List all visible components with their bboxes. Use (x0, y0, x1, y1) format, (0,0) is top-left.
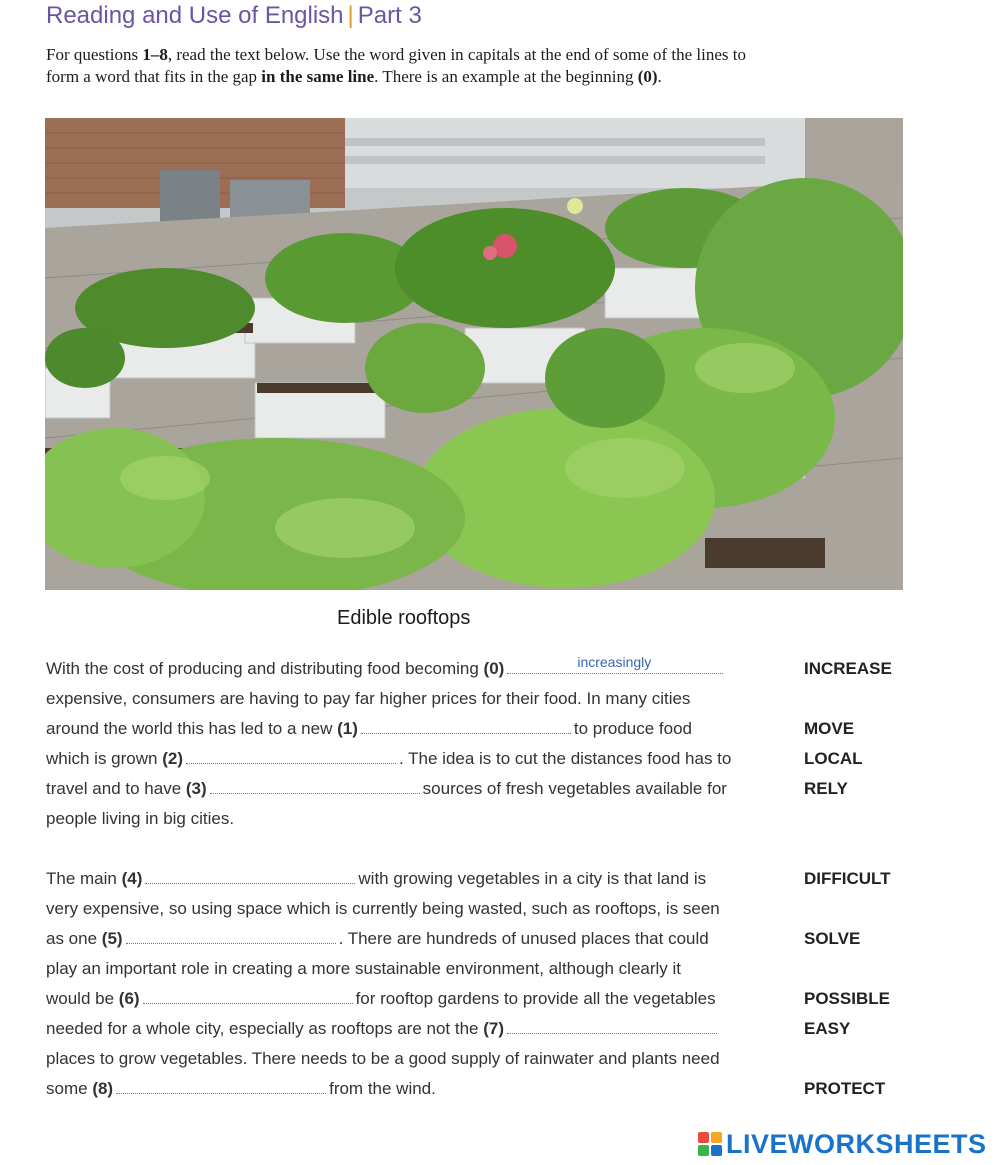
keyword: INCREASE (804, 659, 892, 678)
article-line (46, 897, 720, 921)
part-label: Part 3 (357, 2, 422, 29)
article-line (46, 1017, 720, 1041)
line-text: very expensive, so using space which is currently being wasted, such as rooftops, is seen (46, 899, 720, 918)
question-number: (4) (121, 869, 143, 888)
line-text: needed for a whole city, especially as rooftops are not the (46, 1019, 479, 1038)
article-title: Edible rooftops (337, 607, 471, 629)
keyword: PROTECT (804, 1079, 886, 1098)
line-text: travel and to have (46, 779, 182, 798)
header-separator: | (347, 2, 354, 29)
instructions-text: For questions (46, 45, 143, 64)
line-text: expensive, consumers are having to pay far higher prices for their food. In many cities (46, 689, 691, 708)
line-text: sources of fresh vegetables available for (422, 779, 727, 798)
answer-gap-2[interactable] (361, 719, 571, 734)
question-number: (3) (185, 779, 207, 798)
logo-mark-icon (698, 1132, 722, 1156)
question-number: (2) (162, 749, 184, 768)
article-line (46, 747, 731, 771)
line-text: The main (46, 869, 117, 888)
article-line (46, 807, 234, 831)
instructions-text: . There is an example at the beginning (374, 66, 638, 86)
line-text: . There are hundreds of unused places that could (338, 929, 709, 948)
line-text: as one (46, 929, 98, 948)
line-text: around the world this has led to a new (46, 719, 333, 738)
rooftop-garden-illustration (45, 118, 903, 590)
rooftop-garden-photo (45, 118, 903, 590)
question-range: 1–8 (142, 45, 168, 64)
article-line (46, 1077, 436, 1101)
keyword: POSSIBLE (804, 989, 890, 1008)
article-line (46, 957, 681, 981)
keyword: MOVE (804, 719, 855, 738)
page-header (46, 2, 422, 30)
article-line (46, 777, 727, 801)
keyword: LOCAL (804, 749, 863, 768)
example-answer: increasingly (577, 654, 652, 670)
line-text: from the wind. (329, 1079, 436, 1098)
question-number: (1) (337, 719, 358, 738)
answer-gap-11[interactable] (507, 1019, 717, 1034)
line-text: to produce food (573, 719, 693, 738)
answer-gap-0[interactable] (507, 654, 723, 674)
line-text: which is grown (46, 749, 158, 768)
line-text: for rooftop gardens to provide all the vegetables (355, 989, 716, 1008)
answer-gap-4[interactable] (210, 779, 420, 794)
article-line (46, 927, 709, 951)
instructions-paragraph (46, 44, 766, 87)
answer-gap-3[interactable] (186, 749, 396, 764)
answer-gap-8[interactable] (126, 929, 336, 944)
keyword: EASY (804, 1019, 851, 1038)
answer-gap-6[interactable] (145, 869, 355, 884)
line-text: places to grow vegetables. There needs to be a good supply of rainwater and plants need (46, 1049, 720, 1068)
line-text: people living in big cities. (46, 809, 235, 828)
example-marker: (0) (637, 66, 658, 86)
line-text: With the cost of producing and distributing food becoming (46, 659, 479, 678)
answer-gap-13[interactable] (116, 1079, 326, 1094)
answer-gap-10[interactable] (143, 989, 353, 1004)
line-text: would be (46, 989, 115, 1008)
line-text: . The idea is to cut the distances food has to (399, 749, 732, 768)
article-line (46, 987, 716, 1011)
instructions-text: , read the text below. Use the word given in capitals at the end of some of the lines to form a word that fits in the gap (46, 45, 746, 86)
keyword: DIFFICULT (804, 869, 891, 888)
section-title: Reading and Use of English (46, 2, 344, 29)
instructions-text: . (657, 66, 662, 86)
article-line (46, 1047, 720, 1071)
line-text: play an important role in creating a more sustainable environment, although clearly it (46, 959, 682, 978)
line-text: some (46, 1079, 88, 1098)
liveworksheets-logo (698, 1126, 987, 1162)
article-line (46, 687, 690, 711)
question-number: (5) (101, 929, 123, 948)
article-line (46, 867, 706, 891)
question-number: (7) (483, 1019, 505, 1038)
article-line (46, 717, 692, 741)
logo-text: LIVEWORKSHEETS (726, 1128, 987, 1159)
question-number: (8) (92, 1079, 114, 1098)
question-number: (0) (483, 659, 505, 678)
article-line (46, 654, 726, 681)
keyword: RELY (804, 779, 848, 798)
keyword: SOLVE (804, 929, 861, 948)
line-text: with growing vegetables in a city is that land is (358, 869, 707, 888)
instructions-emphasis: in the same line (261, 66, 375, 86)
question-number: (6) (118, 989, 140, 1008)
